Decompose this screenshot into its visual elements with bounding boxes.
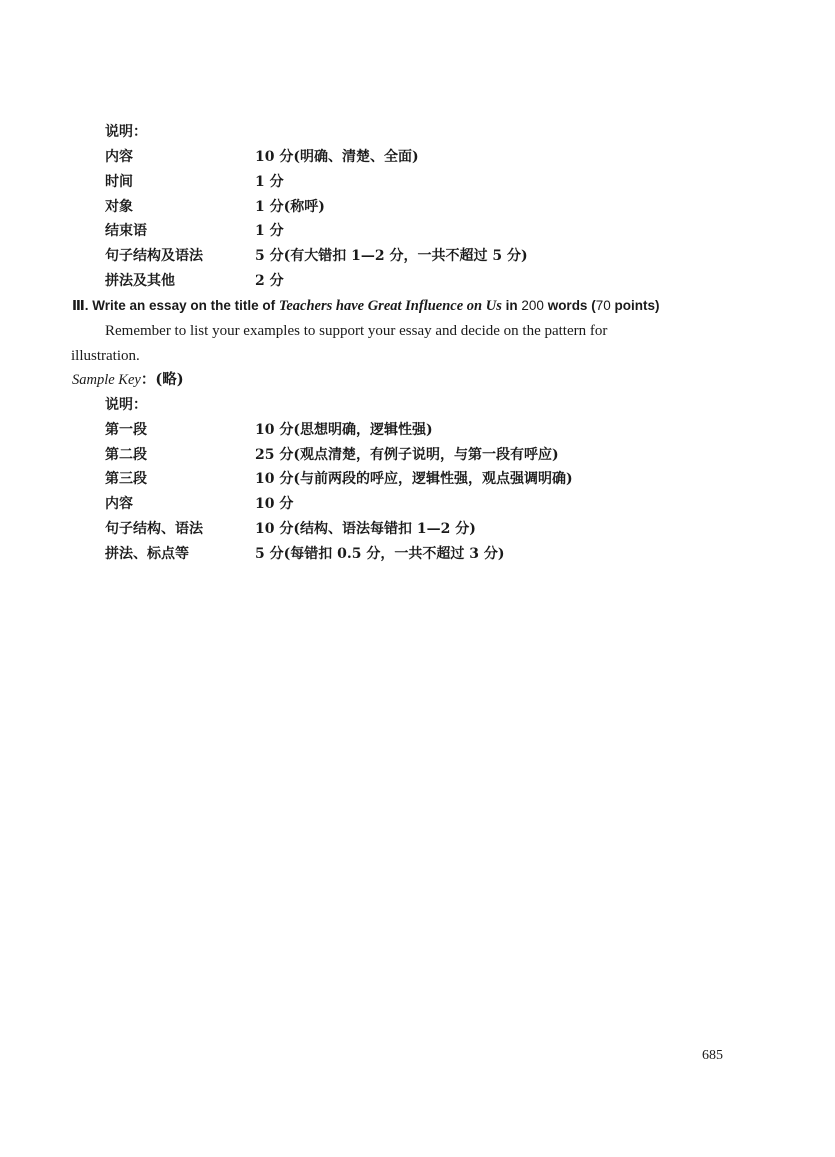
sample-key-label: Sample Key — [72, 372, 141, 388]
section2-row-1-label: 第二段 — [105, 447, 147, 463]
section1-row-0-label: 内容 — [105, 149, 133, 165]
sample-key-value: ：(略) — [140, 371, 184, 388]
section2-row-2-label: 第三段 — [105, 471, 147, 487]
section2-row-1-value: 25 分(观点清楚，有例子说明，与第一段有呼应) — [255, 447, 559, 463]
essay-title: Teachers have Great Influence on Us — [278, 298, 502, 314]
page-number: 685 — [702, 1048, 723, 1063]
section2-row-2-value: 10 分(与前两段的呼应，逻辑性强，观点强调明确) — [255, 471, 573, 487]
question3-text-points: points) — [614, 298, 660, 313]
section2-row-3-label: 内容 — [105, 496, 133, 512]
section1-row-1-label: 时间 — [105, 174, 133, 190]
question3-numeral: Ⅲ. — [72, 298, 89, 313]
section2-row-5-label: 拼法、标点等 — [105, 546, 189, 562]
instruction-line-1: Remember to list your examples to support your essay and decide on the pattern for — [105, 323, 608, 339]
section2-row-4-value: 10 分(结构、语法每错扣 1—2 分) — [255, 521, 476, 537]
section1-row-0-value: 10 分(明确、清楚、全面) — [255, 149, 419, 165]
section2-row-0-value: 10 分(思想明确，逻辑性强) — [255, 422, 433, 438]
section1-row-1-value: 1 分 — [255, 174, 284, 190]
sample-key — [72, 370, 184, 390]
question3-heading — [72, 296, 660, 316]
question3-text-before: Write an essay on the title of — [92, 298, 276, 313]
question3-text-in: in — [505, 298, 518, 313]
instruction-line-2: illustration. — [71, 348, 140, 364]
section2-row-5-value: 5 分(每错扣 0.5 分，一共不超过 3 分) — [255, 546, 505, 562]
question3-text-words: words ( — [547, 298, 596, 313]
points-value: 70 — [595, 298, 611, 313]
section2-row-0-label: 第一段 — [105, 422, 147, 438]
section2-row-4-label: 句子结构、语法 — [105, 521, 203, 537]
section1-row-2-label: 对象 — [105, 199, 133, 215]
section1-row-5-label: 拼法及其他 — [105, 273, 175, 289]
section1-row-3-value: 1 分 — [255, 223, 284, 239]
section1-row-3-label: 结束语 — [105, 223, 147, 239]
section1-row-4-value: 5 分(有大错扣 1—2 分，一共不超过 5 分) — [255, 248, 528, 264]
section2-row-3-value: 10 分 — [255, 496, 294, 512]
section2-heading: 说明： — [105, 397, 147, 413]
section1-row-5-value: 2 分 — [255, 273, 284, 289]
word-count: 200 — [521, 298, 544, 313]
section1-row-4-label: 句子结构及语法 — [105, 248, 203, 264]
section1-row-2-value: 1 分(称呼) — [255, 199, 325, 215]
section1-heading: 说明： — [105, 124, 147, 140]
